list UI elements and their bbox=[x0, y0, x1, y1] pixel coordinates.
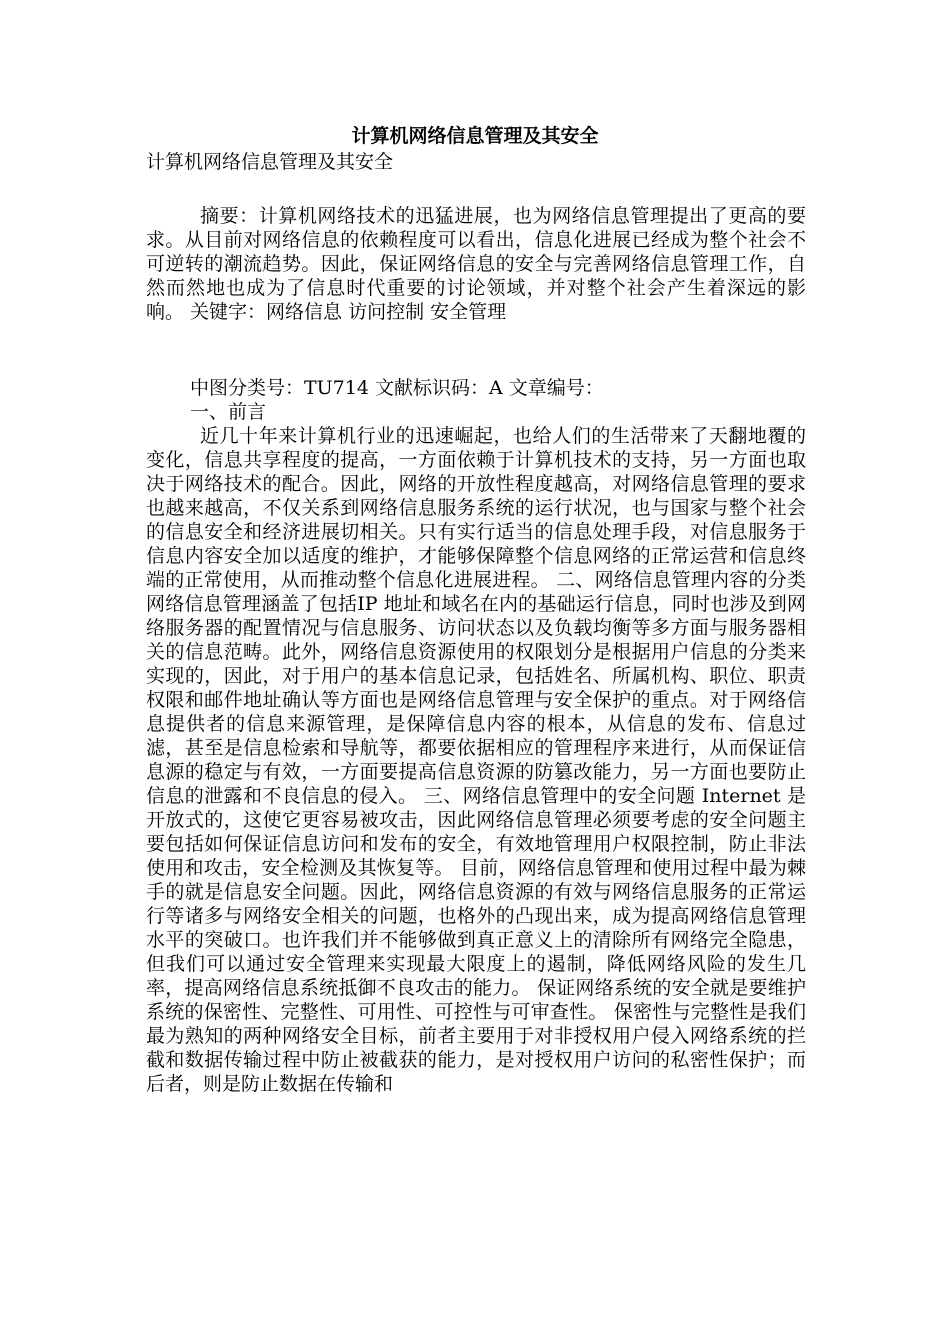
abstract-paragraph: 摘要：计算机网络技术的迅猛进展，也为网络信息管理提出了更高的要求。从目前对网络信息的依赖程度可以看出，信息化进展已经成为整个社会不可逆转的潮流趋势。因此，保证网络信息的安全与完善网络信息管理工作，自然而然地也成为了信息时代重要的讨论领域，并对整个社会产生着深远的影响。 关键字：网络信息 访问控制 安全管理 bbox=[146, 205, 806, 323]
section-heading-preface: 一、前言 bbox=[190, 401, 267, 423]
document-subtitle: 计算机网络信息管理及其安全 bbox=[146, 151, 394, 173]
body-paragraph: 近几十年来计算机行业的迅速崛起，也给人们的生活带来了天翻地覆的变化，信息共享程度的提高，一方面依赖于计算机技术的支持，另一方面也取决于网络技术的配合。因此，网络的开放性程度越高，对网络信息管理的要求也越来越高，不仅关系到网络信息服务系统的运行状况，也与国家与整个社会的信息安全和经济进展切相关。只有实行适当的信息处理手段，对信息服务于信息内容安全加以适度的维护，才能够保障整个信息网络的正常运营和信息终端的正常使用，从而推动整个信息化进展进程。 二、网络信息管理内容的分类 网络信息管理涵盖了包括IP 地址和域名在内的基础运行信息，同时也涉及到网络服务器的配置情况与信息服务、访问状态以及负载均衡等多方面与服务器相关的信息范畴。此外，网络信息资源使用的权限划分是根据用户信息的分类来实现的，因此，对于用户的基本信息记录，包括姓名、所属机构、职位、职责权限和邮件地址确认等方面也是网络信息管理与安全保护的重点。对于网络信息提供者的信息来源管理，是保障信息内容的根本，从信息的发布、信息过滤，甚至是信息检索和导航等，都要依据相应的管理程序来进行，从而保证信息源的稳定与有效，一方面要提高信息资源的防篡改能力，另一方面也要防止信息的泄露和不良信息的侵入。 三、网络信息管理中的安全问题 Internet 是开放式的，这使它更容易被攻击，因此网络信息管理必须要考虑的安全问题主要包括如何保证信息访问和发布的安全，有效地管理用户权限控制，防止非法使用和攻击，安全检测及其恢复等。 目前，网络信息管理和使用过程中最为棘手的就是信息安全问题。因此，网络信息资源的有效与网络信息服务的正常运行等诸多与网络安全相关的问题，也格外的凸现出来，成为提高网络信息管理水平的突破口。也许我们并不能够做到真正意义上的清除所有网络完全隐患，但我们可以通过安全管理来实现最大限度上的遏制，降低网络风险的发生几率，提高网络信息系统抵御不良攻击的能力。 保证网络系统的安全就是要维护系统的保密性、完整性、可用性、可控性与可审查性。 保密性与完整性是我们最为熟知的两种网络安全目标，前者主要用于对非授权用户侵入网络系统的拦截和数据传输过程中防止被截获的能力，是对授权用户访问的私密性保护；而后者，则是防止数据在传输和 bbox=[146, 425, 806, 1095]
classification-line: 中图分类号：TU714 文献标识码：A 文章编号： bbox=[190, 377, 604, 399]
document-title: 计算机网络信息管理及其安全 bbox=[351, 125, 599, 147]
